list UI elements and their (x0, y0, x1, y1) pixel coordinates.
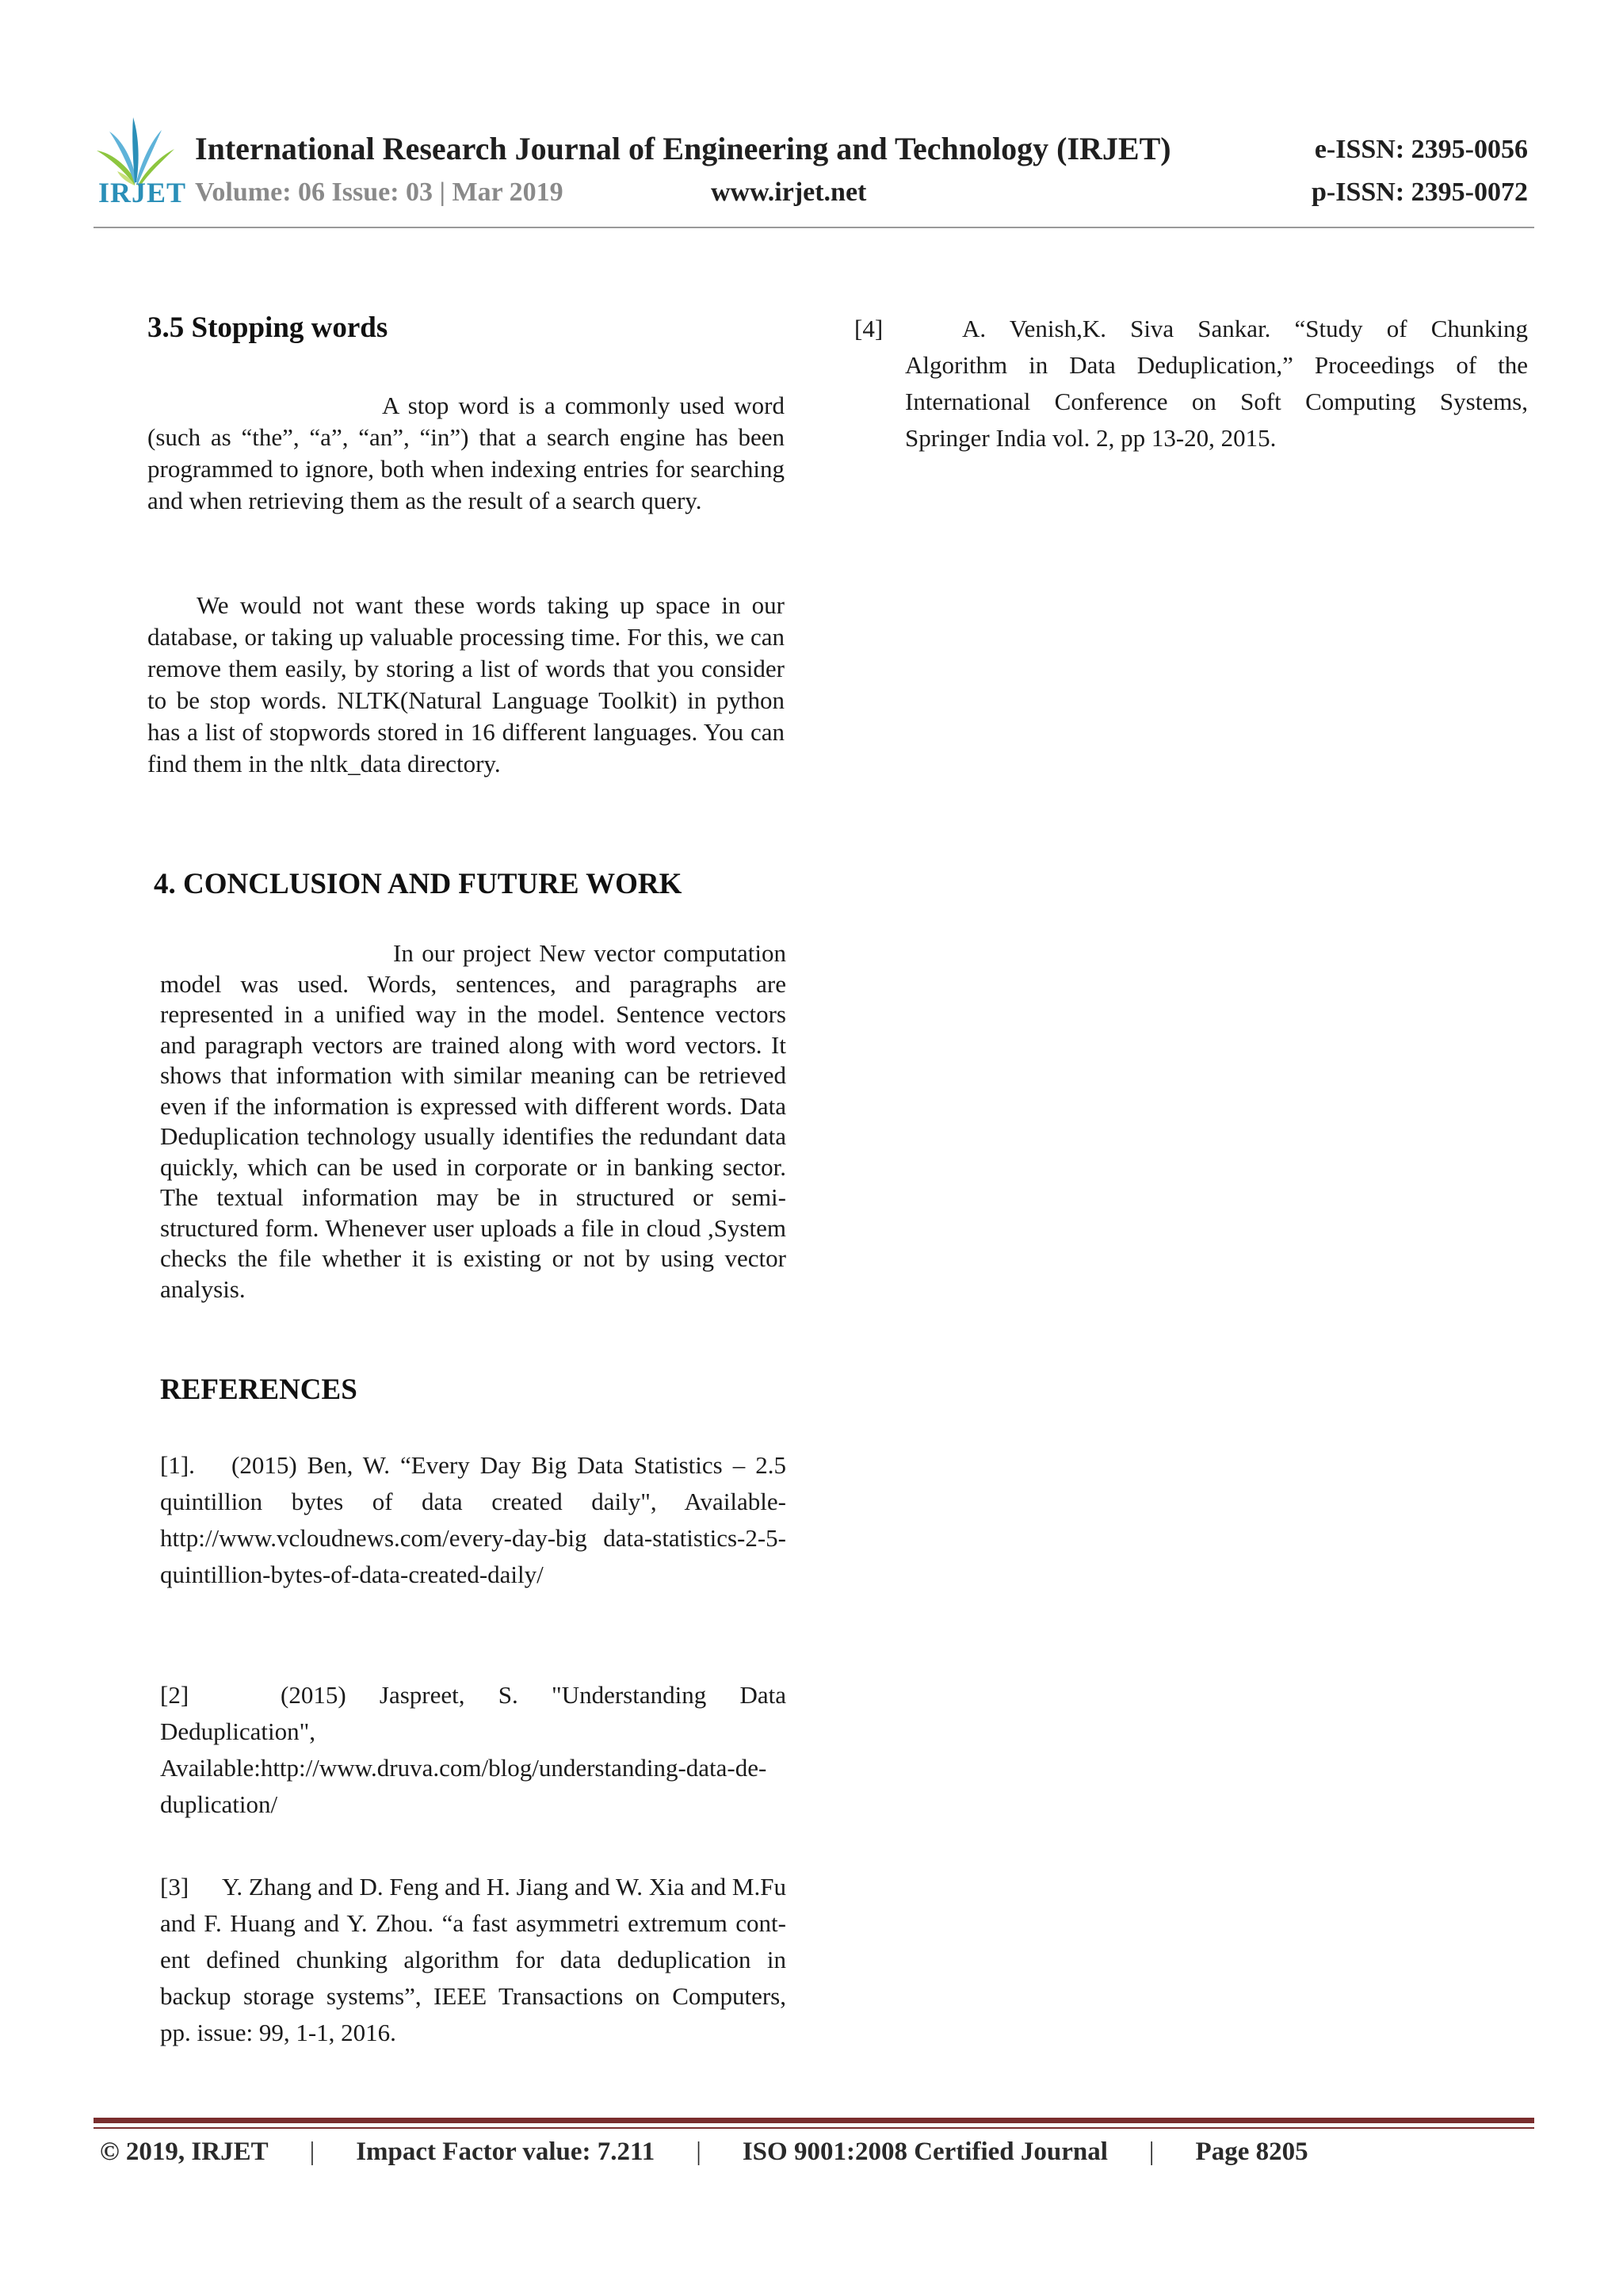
section-3-5-paragraph-1: A stop word is a commonly used word (such as “the”, “a”, “an”, “in”) that a search engine has been programmed to ignore, both when indexing entries for searching and when retrieving them as the result of a search query. (147, 392, 785, 514)
reference-4: [4] A. Venish,K. Siva Sankar. “Study of Chunking Algorithm in Data Deduplication,” Proceedings of the International Conference on Soft Computing Systems, Springer India vol. 2, pp 13-20, 2015. (854, 311, 1528, 457)
reference-3: [3] Y. Zhang and D. Feng and H. Jiang and W. Xia and M.Fu and F. Huang and Y. Zhou. “a fast asymmetri extremum cont-ent defined chunking algorithm for data deduplication in backup storage systems”, IEEE Transactions on Computers, pp. issue: 99, 1-1, 2016. (160, 1869, 786, 2051)
volume-issue: Volume: 06 Issue: 03 | Mar 2019 (195, 178, 563, 207)
reference-1: [1]. (2015) Ben, W. “Every Day Big Data Statistics – 2.5 quintillion bytes of data created daily", Available-http://www.vcloudnews.com/every-day-big data-statistics-2-5-quintillion-bytes-of-data-created-daily/ (160, 1447, 786, 1593)
reference-3-number: [3] (160, 1873, 189, 1901)
header-divider (94, 227, 1534, 228)
footer-divider-thick (94, 2118, 1534, 2123)
reference-1-number: [1]. (160, 1451, 195, 1479)
journal-website: www.irjet.net (711, 178, 867, 207)
footer-divider-thin (94, 2127, 1534, 2129)
reference-4-number: [4] (854, 315, 884, 342)
section-3-5-heading: 3.5 Stopping words (147, 311, 388, 344)
footer-copyright: © 2019, IRJET (100, 2137, 269, 2166)
logo-wordmark: IRJET (98, 177, 187, 208)
journal-title: International Research Journal of Engineering and Technology (IRJET) (195, 131, 1171, 166)
footer-separator: | (696, 2137, 701, 2166)
e-issn: e-ISSN: 2395-0056 (1314, 135, 1528, 164)
footer-iso: ISO 9001:2008 Certified Journal (742, 2137, 1108, 2166)
p-issn: p-ISSN: 2395-0072 (1312, 178, 1528, 207)
page-footer (100, 2137, 1308, 2167)
section-3-5-paragraph-2: We would not want these words taking up space in our database, or taking up valuable processing time. For this, we can remove them easily, by storing a list of words that you consider to be stop words. NLTK(Natural Language Toolkit) in python has a list of stopwords stored in 16 different languages. You can find them in the nltk_data directory. (147, 591, 785, 777)
footer-separator: | (1148, 2137, 1155, 2166)
footer-page-number: Page 8205 (1195, 2137, 1308, 2166)
footer-impact-factor: Impact Factor value: 7.211 (356, 2137, 655, 2166)
footer-separator: | (309, 2137, 315, 2166)
reference-2: [2] (2015) Jaspreet, S. "Understanding Data Deduplication", Available:http://www.druva.com/blog/understanding-data-de-duplication/ (160, 1677, 786, 1823)
section-4-paragraph: In our project New vector computation model was used. Words, sentences, and paragraphs are represented in a unified way in the model. Sentence vectors and paragraph vectors are trained along with word vectors. It shows that information with similar meaning can be retrieved even if the information is expressed with different words. Data Deduplication technology usually identifies the redundant data quickly, which can be used in corporate or in banking sector. The textual information may be in structured or semi-structured form. Whenever user uploads a file in cloud ,System checks the file whether it is existing or not by using vector analysis. (160, 939, 786, 1303)
reference-2-number: [2] (160, 1681, 189, 1709)
section-4-heading: 4. CONCLUSION AND FUTURE WORK (154, 868, 682, 900)
references-heading: REFERENCES (160, 1373, 357, 1406)
